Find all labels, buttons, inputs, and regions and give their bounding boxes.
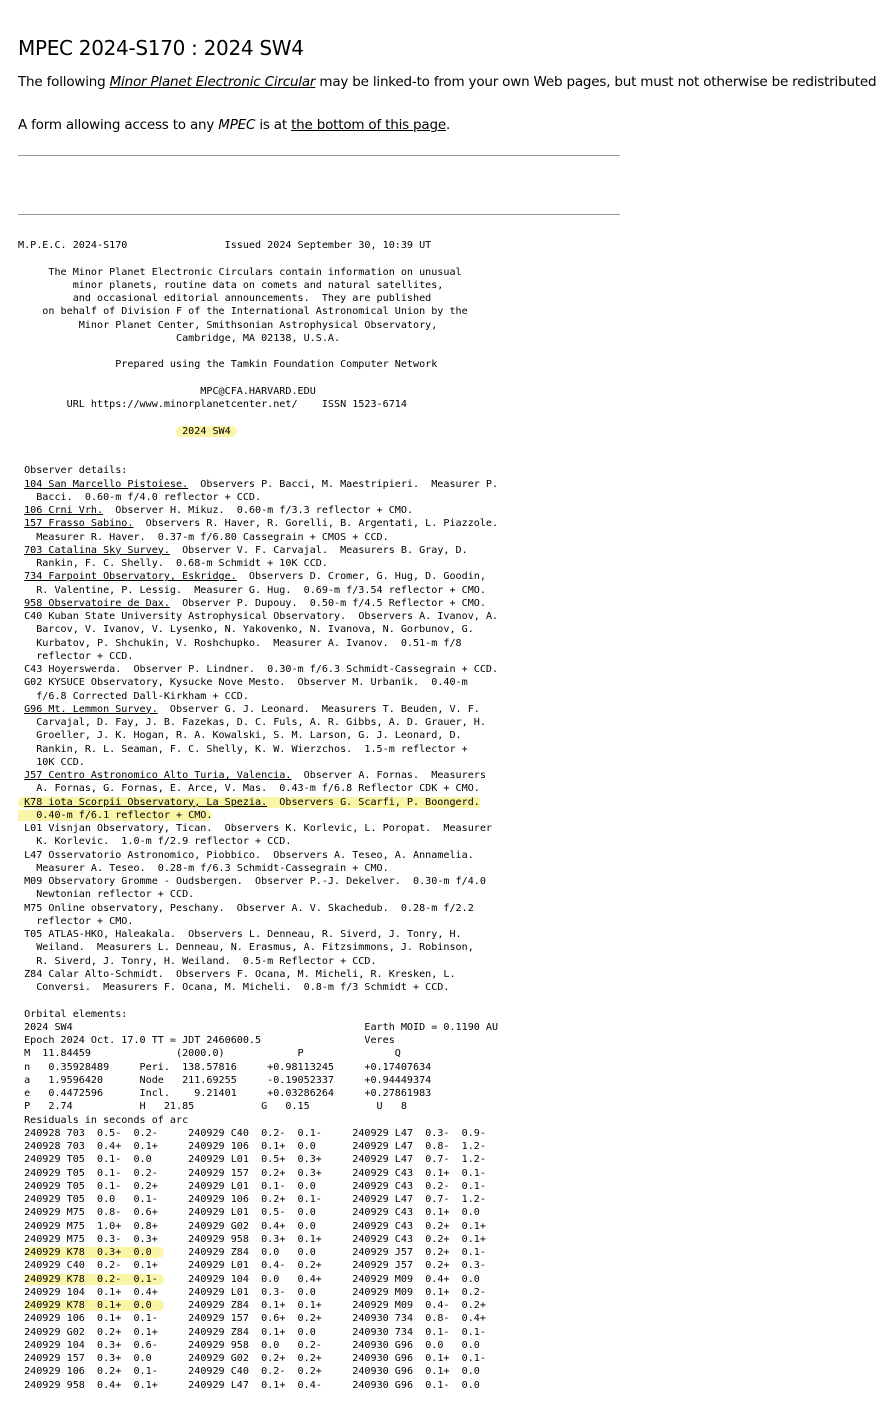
observer-text: Observer H. Mikuz. 0.60-m f/3.3 reflector + CMO. [103,505,414,516]
residual-cell: 240929 C43 0.2- 0.1- [352,1180,493,1192]
residual-cell: 240929 M75 0.8- 0.6+ [24,1207,164,1219]
observatory-name: L01 Visnjan Observatory, Tican. [24,823,213,834]
observer-entry [18,823,492,847]
residual-cell: 240930 734 0.8- 0.4+ [352,1313,493,1325]
preamble-line: on behalf of Division F of the International Astronomical Union by the [18,306,468,318]
residual-cell: 240929 L47 0.3- 0.9- [352,1127,493,1139]
residual-cell: 240928 703 0.4+ 0.1+ [24,1141,164,1152]
observer-text: Observer P. Dupouy. 0.50-m f/4.5 Reflector + CMO. [169,597,486,609]
preamble-line: Minor Planet Center, Smithsonian Astrophysical Observatory, [18,319,438,331]
residual-cell: 240929 L01 0.4- 0.2+ [188,1260,328,1272]
observer-text-cont: R. Valentine, P. Lessig. Measurer G. Hug. 0.69-m f/3.54 reflector + CMO. [24,584,486,596]
observatory-name[interactable]: 106 Crni Vrh. [24,505,104,516]
observer-entry [18,770,486,794]
observer-entry [18,704,486,768]
observatory-name: L47 Osservatorio Astronomico, Piobbico. [24,849,262,861]
residual-cell: 240930 734 0.1- 0.1- [352,1326,493,1338]
observer-entry [18,664,498,675]
residual-cell: 240929 104 0.3+ 0.6- [24,1339,164,1351]
residual-cell: 240929 L47 0.7- 1.2- [352,1194,493,1205]
residual-cell: 240929 L01 0.3- 0.0 [188,1286,328,1298]
preamble-line: The Minor Planet Electronic Circulars contain information on unusual [18,266,462,278]
observer-text-cont: Measurer R. Haver. 0.37-m f/6.80 Cassegrain + CMOS + CCD. [24,531,389,543]
orbital-line: e 0.4472596 Incl. 9.21401 +0.03286264 +0.27861983 [24,1088,432,1099]
observer-entry [18,518,498,542]
residual-cell: 240929 K78 0.2- 0.1- [24,1273,164,1285]
observer-text-cont: A. Fornas, G. Fornas, E. Arce, V. Mas. 0.43-m f/6.8 Reflector CDK + CMO. [24,783,480,795]
mpec-info-link[interactable] [110,74,316,90]
residual-cell: 240929 T05 0.1- 0.2+ [24,1180,164,1192]
observer-text-cont: K. Korlevic. 1.0-m f/2.9 reflector + CCD. [24,836,292,848]
preamble-line: MPC@CFA.HARVARD.EDU [18,385,316,397]
residual-cell: 240929 C40 0.2- 0.2+ [188,1366,328,1378]
observer-text-cont: Barcov, V. Ivanov, V. Lysenko, N. Yakovenko, N. Ivanova, N. Gorbunov, G. [24,624,474,636]
observer-entry [18,545,468,569]
observer-text: Observers F. Ocana, M. Micheli, R. Kresken, L. [163,968,456,980]
observer-text-cont: Groeller, J. K. Hogan, R. A. Kowalski, S. M. Larson, G. J. Leonard, D. [24,730,462,742]
issued-date: Issued 2024 September 30, 10:39 UT [224,240,432,251]
observer-entry [18,876,486,900]
observer-text-cont: reflector + CMO. [24,915,134,927]
observer-text-cont: Bacci. 0.60-m f/4.0 reflector + CCD. [24,491,262,503]
observer-entry [18,571,486,595]
divider-top [18,155,620,156]
circular-text [18,239,498,1392]
observer-heading: Observer details: [24,465,128,477]
observer-entry [18,505,413,516]
residual-cell: 240929 Z84 0.0 0.0 [188,1247,328,1258]
divider-bottom [18,214,620,215]
residual-cell: 240929 106 0.1+ 0.0 [188,1141,328,1152]
observer-text-cont: Rankin, F. C. Shelly. 0.68-m Schmidt + 10K CCD. [24,558,328,569]
residual-cell: 240929 G02 0.4+ 0.0 [188,1220,328,1232]
intro-text [18,74,876,90]
residual-cell: 240929 106 0.1+ 0.1- [24,1313,164,1325]
residual-cell: 240929 958 0.3+ 0.1+ [188,1233,328,1245]
observer-text: Observers K. Korlevic, L. Poropat. Measurer [212,823,493,834]
residual-cell: 240929 C43 0.2+ 0.1+ [352,1233,493,1245]
orbital-line: P 2.74 H 21.85 G 0.15 U 8 [24,1101,407,1113]
intro-prefix: The following [18,74,110,90]
observer-entry [18,611,498,662]
observatory-name: C40 Kuban State University Astrophysical Observatory. [24,611,347,622]
residual-cell: 240928 703 0.5- 0.2- [24,1127,164,1139]
observer-text: Observers P. Bacci, M. Maestripieri. Measurer P. [188,478,499,490]
observatory-name[interactable]: 703 Catalina Sky Survey. [24,544,170,556]
observatory-name[interactable]: 958 Observatoire de Dax. [24,597,170,609]
residual-cell: 240929 M09 0.4+ 0.0 [352,1273,493,1285]
observer-text: Observers D. Cromer, G. Hug, D. Goodin, [236,571,486,583]
residual-cell: 240930 G96 0.1+ 0.1- [352,1353,493,1364]
orbital-line: n 0.35928489 Peri. 138.57816 +0.98113245 +0.17407634 [24,1061,432,1073]
observatory-name: G02 KYSUCE Observatory, Kysucke Nove Mesto. [24,677,286,689]
residual-cell: 240929 Z84 0.1+ 0.1+ [188,1300,328,1311]
observer-text: Observer P. Lindner. 0.30-m f/6.3 Schmidt-Cassegrain + CCD. [121,664,499,675]
orbital-line: a 1.9596420 Node 211.69255 -0.19052337 +0.94449374 [24,1074,432,1086]
residual-cell: 240929 M75 1.0+ 0.8+ [24,1220,164,1232]
residual-cell: 240929 157 0.2+ 0.3+ [188,1167,328,1179]
observer-text: Observer V. F. Carvajal. Measurers B. Gray, D. [169,544,468,556]
intro-suffix: may be linked-to from your own Web pages, but must not otherwise be redistributed [315,74,876,90]
residual-cell: 240929 106 0.2+ 0.1- [24,1366,164,1378]
residual-cell: 240929 157 0.3+ 0.0 [24,1353,164,1364]
observatory-name[interactable]: G96 Mt. Lemmon Survey. [24,703,158,715]
observer-text: Observer G. J. Leonard. Measurers T. Beuden, V. F. [157,703,480,715]
residual-cell: 240929 C43 0.2+ 0.1+ [352,1220,493,1232]
residual-cell: 240929 L01 0.5+ 0.3+ [188,1154,328,1166]
page-title: MPEC 2024-S170 : 2024 SW4 [18,36,304,60]
residual-cell: 240929 104 0.1+ 0.4+ [24,1286,164,1298]
residual-cell: 240929 C40 0.2- 0.1+ [24,1260,164,1272]
observer-entry [18,850,474,874]
residual-cell: 240929 C40 0.2- 0.1- [188,1127,328,1139]
form-note [18,117,450,133]
observatory-name[interactable]: 157 Frasso Sabino. [24,518,134,530]
form-note-prefix: A form allowing access to any [18,117,219,133]
orbital-line: 2024 SW4 Earth MOID = 0.1190 AU [24,1021,499,1033]
residual-cell: 240929 T05 0.1- 0.2- [24,1167,164,1179]
designation: 2024 SW4 [176,425,237,437]
observatory-name[interactable]: K78 iota Scorpii Observatory, La Spezia. [24,796,268,808]
preamble-line: Cambridge, MA 02138, U.S.A. [18,332,341,344]
observatory-name: C43 Hoyerswerda. [24,664,122,675]
observer-text: Observer A. V. Skachedub. 0.28-m f/2.2 [224,902,474,914]
residual-cell: 240929 T05 0.0 0.1- [24,1194,164,1205]
preamble-line: minor planets, routine data on comets and natural satellites, [18,279,444,291]
observatory-name: T05 ATLAS-HKO, Haleakala. [24,929,177,940]
residual-cell: 240929 K78 0.1+ 0.0 [24,1300,164,1311]
circular-id: M.P.E.C. 2024-S170 [18,240,128,251]
observer-text-cont: 10K CCD. [24,756,85,768]
observer-entry [18,903,474,927]
residual-cell: 240930 G96 0.1+ 0.0 [352,1366,493,1378]
form-note-em: MPEC [218,117,256,133]
observer-entry [18,929,474,967]
residual-cell: 240929 G02 0.2+ 0.1+ [24,1326,164,1338]
observer-text: Observers G. Scarfi, P. Boongerd. [267,796,480,808]
residual-cell: 240929 106 0.2+ 0.1- [188,1194,328,1205]
observatory-name[interactable]: 104 San Marcello Pistoiese. [24,478,189,490]
orbital-line: Orbital elements: [24,1008,128,1020]
residual-cell: 240930 G96 0.1- 0.0 [352,1379,493,1391]
preamble-line: Prepared using the Tamkin Foundation Computer Network [18,359,438,371]
observatory-name: M09 Observatory Gromme - Oudsbergen. [24,876,243,887]
observer-text-cont: f/6.8 Corrected Dall-Kirkham + CCD. [24,690,249,702]
orbital-line: M 11.84459 (2000.0) P Q [24,1048,401,1060]
residual-cell: 240929 L01 0.1- 0.0 [188,1180,328,1192]
form-note-suffix: . [445,117,451,133]
observer-text: Observer P.-J. Dekelver. 0.30-m f/4.0 [242,876,486,887]
observer-text-cont: 0.40-m f/6.1 reflector + CMO. [24,809,213,821]
preamble-line: and occasional editorial announcements. They are published [18,293,432,304]
form-note-middle: is at [255,117,292,133]
observer-text-cont: R. Siverd, J. Tonry, H. Weiland. 0.5-m Reflector + CCD. [24,955,377,967]
observer-text: Observers A. Teseo, A. Annamelia. [261,849,474,861]
residual-cell: 240929 L47 0.8- 1.2- [352,1141,493,1152]
residual-cell: 240929 J57 0.2+ 0.3- [352,1260,493,1272]
observer-entry [18,479,498,503]
observer-entry [18,677,468,701]
residual-cell: 240929 K78 0.3+ 0.0 [24,1247,164,1258]
orbital-line: Residuals in seconds of arc [24,1114,189,1126]
observer-text-cont: reflector + CCD. [24,650,134,662]
observatory-name: Z84 Calar Alto-Schmidt. [24,968,164,980]
observer-text: Observer M. Urbanik. 0.40-m [285,677,468,689]
mpec-info-link-label: Minor Planet Electronic Circular [109,74,316,90]
observer-text: Observers A. Ivanov, A. [346,611,499,622]
observer-entry [18,797,480,821]
observer-entry [18,598,486,609]
residual-cell: 240929 M09 0.1+ 0.2- [352,1286,493,1298]
observatory-name[interactable]: J57 Centro Astronomico Alto Turia, Valencia. [24,770,292,781]
residual-cell: 240929 104 0.0 0.4+ [188,1273,328,1285]
observer-text-cont: Weiland. Measurers L. Denneau, N. Erasmus, A. Fitzsimmons, J. Robinson, [24,942,474,954]
residual-cell: 240929 C43 0.1+ 0.1- [352,1167,493,1179]
observatory-name[interactable]: 734 Farpoint Observatory, Eskridge. [24,571,237,583]
residual-cell: 240929 M09 0.4- 0.2+ [352,1300,493,1311]
observer-text-cont: Conversi. Measurers F. Ocana, M. Micheli. 0.8-m f/3 Schmidt + CCD. [24,982,450,993]
observer-text-cont: Newtonian reflector + CCD. [24,889,195,901]
observer-text: Observers L. Denneau, R. Siverd, J. Tonry, H. [176,929,462,940]
observer-text: Observer A. Fornas. Measurers [291,770,486,781]
orbital-line: Epoch 2024 Oct. 17.0 TT = JDT 2460600.5 Veres [24,1035,395,1046]
observer-text-cont: Carvajal, D. Fay, J. B. Fazekas, D. C. Fuls, A. R. Gibbs, A. D. Grauer, H. [24,717,486,728]
observer-entry [18,969,456,993]
residual-cell: 240929 L47 0.1+ 0.4- [188,1379,328,1391]
residual-cell: 240929 958 0.0 0.2- [188,1339,328,1351]
residual-cell: 240929 J57 0.2+ 0.1- [352,1247,493,1258]
observer-text-cont: Rankin, R. L. Seaman, F. C. Shelly, K. W. Wierzchos. 1.5-m reflector + [24,743,468,755]
preamble-line: URL https://www.minorplanetcenter.net/ ISSN 1523-6714 [18,399,407,410]
observer-text: Observers R. Haver, R. Gorelli, B. Argentati, L. Piazzole. [133,518,499,530]
observer-text-cont: Measurer A. Teseo. 0.28-m f/6.3 Schmidt-Cassegrain + CMO. [24,862,389,874]
residual-cell: 240929 T05 0.1- 0.0 [24,1154,164,1166]
residual-cell: 240929 157 0.6+ 0.2+ [188,1313,328,1325]
observer-text-cont: Kurbatov, P. Shchukin, V. Roshchupko. Measurer A. Ivanov. 0.51-m f/8 [24,637,462,649]
residual-cell: 240929 958 0.4+ 0.1+ [24,1379,164,1391]
observatory-name: M75 Online observatory, Peschany. [24,902,225,914]
residual-cell: 240929 M75 0.3- 0.3+ [24,1233,164,1245]
residual-cell: 240929 L01 0.5- 0.0 [188,1207,328,1219]
residual-cell: 240929 C43 0.1+ 0.0 [352,1207,493,1219]
residual-cell: 240930 G96 0.0 0.0 [352,1339,493,1351]
residual-cell: 240929 G02 0.2+ 0.2+ [188,1353,328,1364]
residual-cell: 240929 Z84 0.1+ 0.0 [188,1326,328,1338]
residual-cell: 240929 L47 0.7- 1.2- [352,1154,493,1166]
bottom-of-page-link[interactable]: the bottom of this page [291,117,446,133]
